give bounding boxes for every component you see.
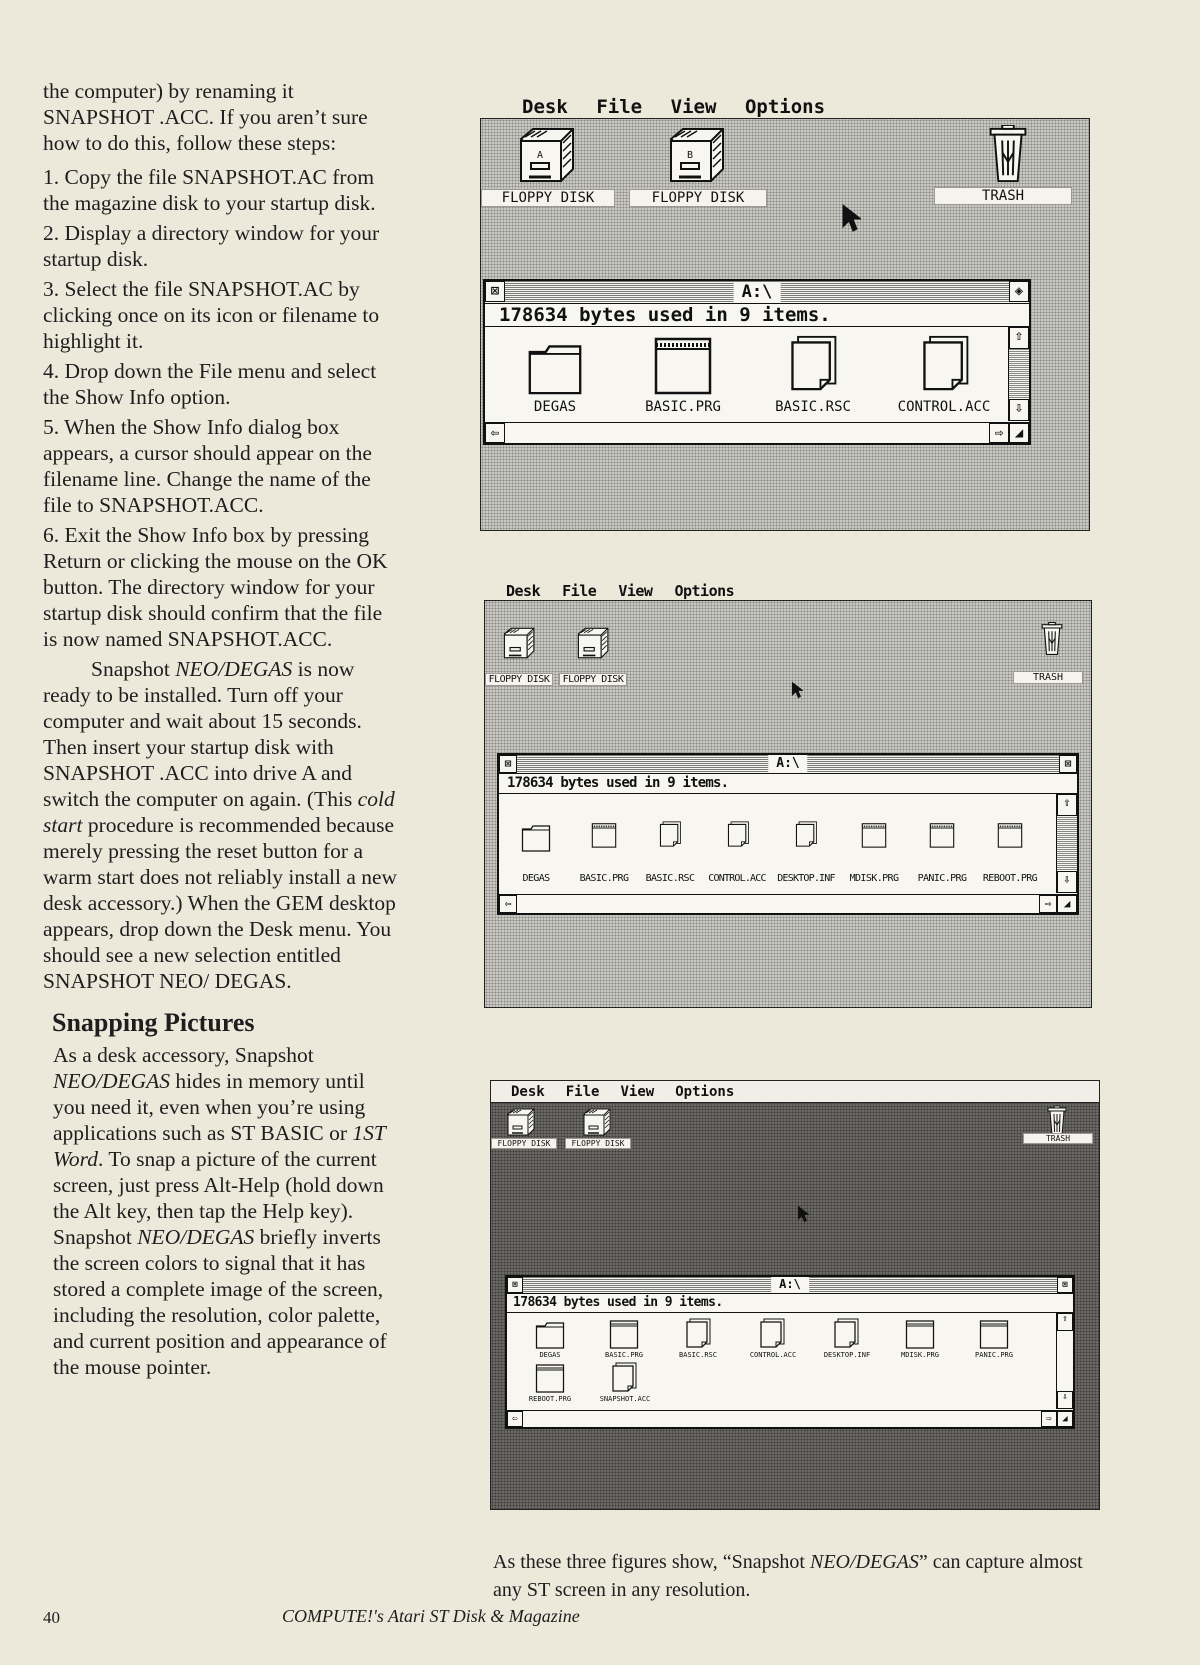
scroll-down-icon[interactable]: ⇩ [1057, 1391, 1073, 1409]
program-file-icon[interactable] [929, 803, 955, 867]
floppy-disk-b-label[interactable]: FLOPPY DISK [565, 1138, 631, 1149]
directory-window [505, 1275, 1075, 1429]
step-6: 6. Exit the Show Info box by pressing Return or clicking the mouse on the OK button. The directory window for your startup disk should confirm that the file is now named SNAPSHOT.ACC. [43, 523, 388, 651]
menu-view[interactable]: View [670, 96, 717, 118]
step-1: 1. Copy the file SNAPSHOT.AC from the magazine disk to your startup disk. [43, 165, 376, 215]
program-file-icon[interactable] [609, 1319, 639, 1349]
vertical-scrollbar[interactable] [1056, 1313, 1073, 1409]
program-file-icon[interactable] [653, 335, 713, 395]
file-label-desktop-inf[interactable]: DESKTOP.INF [823, 1351, 871, 1359]
program-file-icon[interactable] [861, 803, 887, 867]
scroll-right-icon[interactable]: ⇨ [1041, 1411, 1057, 1427]
file-label-basic-rsc[interactable]: BASIC.RSC [645, 873, 695, 884]
horizontal-scrollbar[interactable] [499, 894, 1077, 913]
menu-desk[interactable]: Desk [522, 96, 568, 118]
menu-file[interactable]: File [562, 582, 597, 600]
file-label-control-acc[interactable]: CONTROL.ACC [749, 1351, 797, 1359]
scroll-left-icon[interactable]: ⇦ [499, 895, 517, 913]
screenshot-3 [490, 1080, 1102, 1512]
window-title-bar[interactable] [499, 755, 1077, 774]
trash-icon[interactable] [988, 125, 1028, 183]
info-line: 178634 bytes used in 9 items. [499, 774, 1077, 794]
figure-caption: As these three figures show, “Snapshot NEO/DEGAS” can capture almost any ST screen in any resolution. [493, 1551, 1083, 1601]
file-label-basic-prg[interactable]: BASIC.PRG [605, 1351, 643, 1359]
file-label-control-acc[interactable]: CONTROL.ACC [897, 399, 991, 415]
menu-options[interactable]: Options [674, 582, 735, 600]
fuller-box-icon[interactable]: ⊠ [1059, 755, 1077, 773]
mouse-pointer-icon [797, 1205, 809, 1223]
close-box-icon[interactable]: ⊠ [485, 281, 505, 302]
trash-icon[interactable] [1041, 607, 1063, 671]
page-number: 40 [43, 1608, 60, 1627]
scroll-left-icon[interactable]: ⇦ [485, 423, 505, 443]
scroll-right-icon[interactable]: ⇨ [989, 423, 1009, 443]
folder-icon[interactable] [527, 339, 583, 395]
menu-view[interactable]: View [620, 1084, 655, 1100]
fuller-box-icon[interactable]: ◈ [1009, 281, 1029, 302]
menu-options[interactable]: Options [675, 1084, 735, 1100]
svg-text:A: A [537, 150, 544, 161]
program-file-icon[interactable] [979, 1319, 1009, 1349]
vertical-scrollbar[interactable] [1008, 327, 1029, 421]
file-label-degas[interactable]: DEGAS [522, 873, 550, 884]
section-heading: Snapping Pictures [52, 1008, 255, 1037]
floppy-drive-a-icon[interactable] [505, 1107, 535, 1137]
mouse-pointer-icon [791, 675, 803, 705]
info-line: 178634 bytes used in 9 items. [485, 304, 1029, 327]
resize-box-icon[interactable]: ◢ [1057, 1411, 1073, 1427]
file-label-reboot-prg[interactable]: REBOOT.PRG [982, 873, 1038, 884]
desktop [480, 118, 1090, 531]
floppy-disk-a-label[interactable]: FLOPPY DISK [481, 189, 615, 207]
trash-label[interactable]: TRASH [1013, 671, 1083, 684]
file-label-mdisk-prg[interactable]: MDISK.PRG [901, 1351, 939, 1359]
program-file-icon[interactable] [591, 803, 617, 867]
floppy-drive-b-icon[interactable] [581, 1107, 611, 1137]
floppy-drive-a-icon[interactable] [501, 615, 535, 671]
menu-file[interactable]: File [596, 96, 643, 118]
menu-bar [491, 1081, 1099, 1103]
desktop [484, 600, 1092, 1008]
menu-view[interactable]: View [618, 582, 653, 600]
floppy-drive-b-icon[interactable] [665, 125, 725, 185]
resize-box-icon[interactable]: ◢ [1009, 423, 1029, 443]
scroll-down-icon[interactable]: ⇩ [1057, 871, 1077, 893]
menu-file[interactable]: File [565, 1084, 600, 1100]
step-4: 4. Drop down the File menu and select the Show Info option. [43, 359, 377, 409]
program-file-icon[interactable] [997, 803, 1023, 867]
step-2: 2. Display a directory window for your startup disk. [43, 221, 380, 271]
floppy-drive-a-icon[interactable] [515, 125, 575, 185]
close-box-icon[interactable]: ⊠ [507, 1277, 523, 1293]
mouse-pointer-icon [841, 203, 861, 233]
floppy-disk-a-label[interactable]: FLOPPY DISK [485, 673, 553, 686]
svg-text:B: B [687, 150, 694, 161]
window-title-bar[interactable] [485, 281, 1029, 304]
trash-label[interactable]: TRASH [1023, 1133, 1093, 1144]
article-column [43, 78, 398, 1388]
file-label-panic-prg[interactable]: PANIC.PRG [917, 873, 967, 884]
close-box-icon[interactable]: ⊠ [499, 755, 517, 773]
snapping-paragraph: As a desk accessory, Snapshot NEO/DEGAS hides in memory until you need it, even when you’re using applications such as ST BASIC or 1ST Word. To snap a picture of the current screen, just press Alt-Help (hold down the Alt key, then tap the Help key). Snapshot NEO/DEGAS briefly inverts the screen colors to signal that it has stored a complete image of the screen, including the resolution, color palette, and current position and appearance of the mouse pointer. [53, 1043, 387, 1379]
floppy-disk-b-label[interactable]: FLOPPY DISK [559, 673, 627, 686]
menu-desk[interactable]: Desk [511, 1084, 545, 1100]
scroll-down-icon[interactable]: ⇩ [1009, 399, 1029, 421]
file-label-desktop-inf[interactable]: DESKTOP.INF [777, 873, 835, 884]
vertical-scrollbar[interactable] [1056, 794, 1077, 893]
menu-desk[interactable]: Desk [506, 582, 541, 600]
folder-icon[interactable] [535, 1319, 565, 1349]
file-label-reboot-prg[interactable]: REBOOT.PRG [528, 1395, 572, 1403]
file-label-degas[interactable]: DEGAS [533, 399, 577, 415]
program-file-icon[interactable] [535, 1363, 565, 1393]
window-title: A:\ [734, 282, 781, 302]
file-label-basic-prg[interactable]: BASIC.PRG [579, 873, 629, 884]
document-file-icon[interactable] [785, 333, 841, 393]
menu-bar [522, 96, 842, 118]
trash-label[interactable]: TRASH [934, 187, 1072, 205]
desktop [490, 1080, 1100, 1510]
scroll-up-icon[interactable]: ⇧ [1057, 794, 1077, 816]
scroll-right-icon[interactable]: ⇨ [1039, 895, 1057, 913]
window-title: A:\ [768, 755, 807, 772]
magazine-title: COMPUTE!'s Atari ST Disk & Magazine [282, 1606, 580, 1626]
document-file-icon[interactable] [831, 1317, 861, 1349]
file-label-degas[interactable]: DEGAS [539, 1351, 561, 1359]
window-title-bar[interactable] [507, 1277, 1073, 1294]
floppy-drive-b-icon[interactable] [575, 615, 609, 671]
install-paragraph: Snapshot NEO/DEGAS is now ready to be installed. Turn off your computer and wait about 15 seconds. Then insert your startup disk with SNAPSHOT .ACC into drive A and switch the computer on again. (This cold start procedure is recommended because merely pressing the reset button for a warm start does not reliably install a new desk accessory.) When the GEM desktop appears, drop down the Desk menu. You should see a new selection entitled SNAPSHOT NEO/ DEGAS. [43, 657, 398, 993]
document-file-icon[interactable] [657, 801, 683, 867]
info-line: 178634 bytes used in 9 items. [507, 1294, 1073, 1313]
file-label-basic-rsc[interactable]: BASIC.RSC [679, 1351, 717, 1359]
scroll-up-icon[interactable]: ⇧ [1009, 327, 1029, 349]
scroll-left-icon[interactable]: ⇦ [507, 1411, 523, 1427]
file-label-snapshot-acc[interactable]: SNAPSHOT.ACC [599, 1395, 651, 1403]
document-file-icon[interactable] [793, 801, 819, 867]
intro-paragraph: the computer) by renaming it SNAPSHOT .ACC. If you aren’t sure how to do this, follow these steps: [43, 79, 368, 155]
fuller-box-icon[interactable]: ⊠ [1057, 1277, 1073, 1293]
scroll-up-icon[interactable]: ⇧ [1057, 1313, 1073, 1331]
screenshot-1 [478, 94, 1090, 534]
window-title: A:\ [771, 1277, 809, 1292]
floppy-disk-b-label[interactable]: FLOPPY DISK [629, 189, 767, 207]
file-label-mdisk-prg[interactable]: MDISK.PRG [849, 873, 899, 884]
screenshot-2 [484, 580, 1096, 1010]
menu-bar [506, 582, 748, 600]
file-label-basic-prg[interactable]: BASIC.PRG [645, 399, 721, 415]
step-5: 5. When the Show Info dialog box appears, a cursor should appear on the filename line. Change the name of the file to SNAPSHOT.ACC. [43, 415, 372, 517]
document-file-icon[interactable] [757, 1317, 787, 1349]
file-label-control-acc[interactable]: CONTROL.ACC [708, 873, 766, 884]
document-file-icon[interactable] [683, 1317, 713, 1349]
horizontal-scrollbar[interactable] [485, 422, 1029, 443]
menu-options[interactable]: Options [744, 96, 826, 118]
file-label-panic-prg[interactable]: PANIC.PRG [975, 1351, 1013, 1359]
folder-icon[interactable] [521, 805, 551, 869]
floppy-disk-a-label[interactable]: FLOPPY DISK [491, 1138, 557, 1149]
document-file-icon[interactable] [725, 801, 751, 867]
file-label-basic-rsc[interactable]: BASIC.RSC [775, 399, 851, 415]
document-file-icon[interactable] [609, 1361, 639, 1393]
step-3: 3. Select the file SNAPSHOT.AC by clicking once on its icon or filename to highlight it. [43, 277, 380, 353]
document-file-icon[interactable] [917, 333, 973, 393]
resize-box-icon[interactable]: ◢ [1057, 895, 1077, 913]
horizontal-scrollbar[interactable] [507, 1410, 1073, 1427]
directory-window [483, 279, 1031, 445]
program-file-icon[interactable] [905, 1319, 935, 1349]
directory-window [497, 753, 1079, 915]
